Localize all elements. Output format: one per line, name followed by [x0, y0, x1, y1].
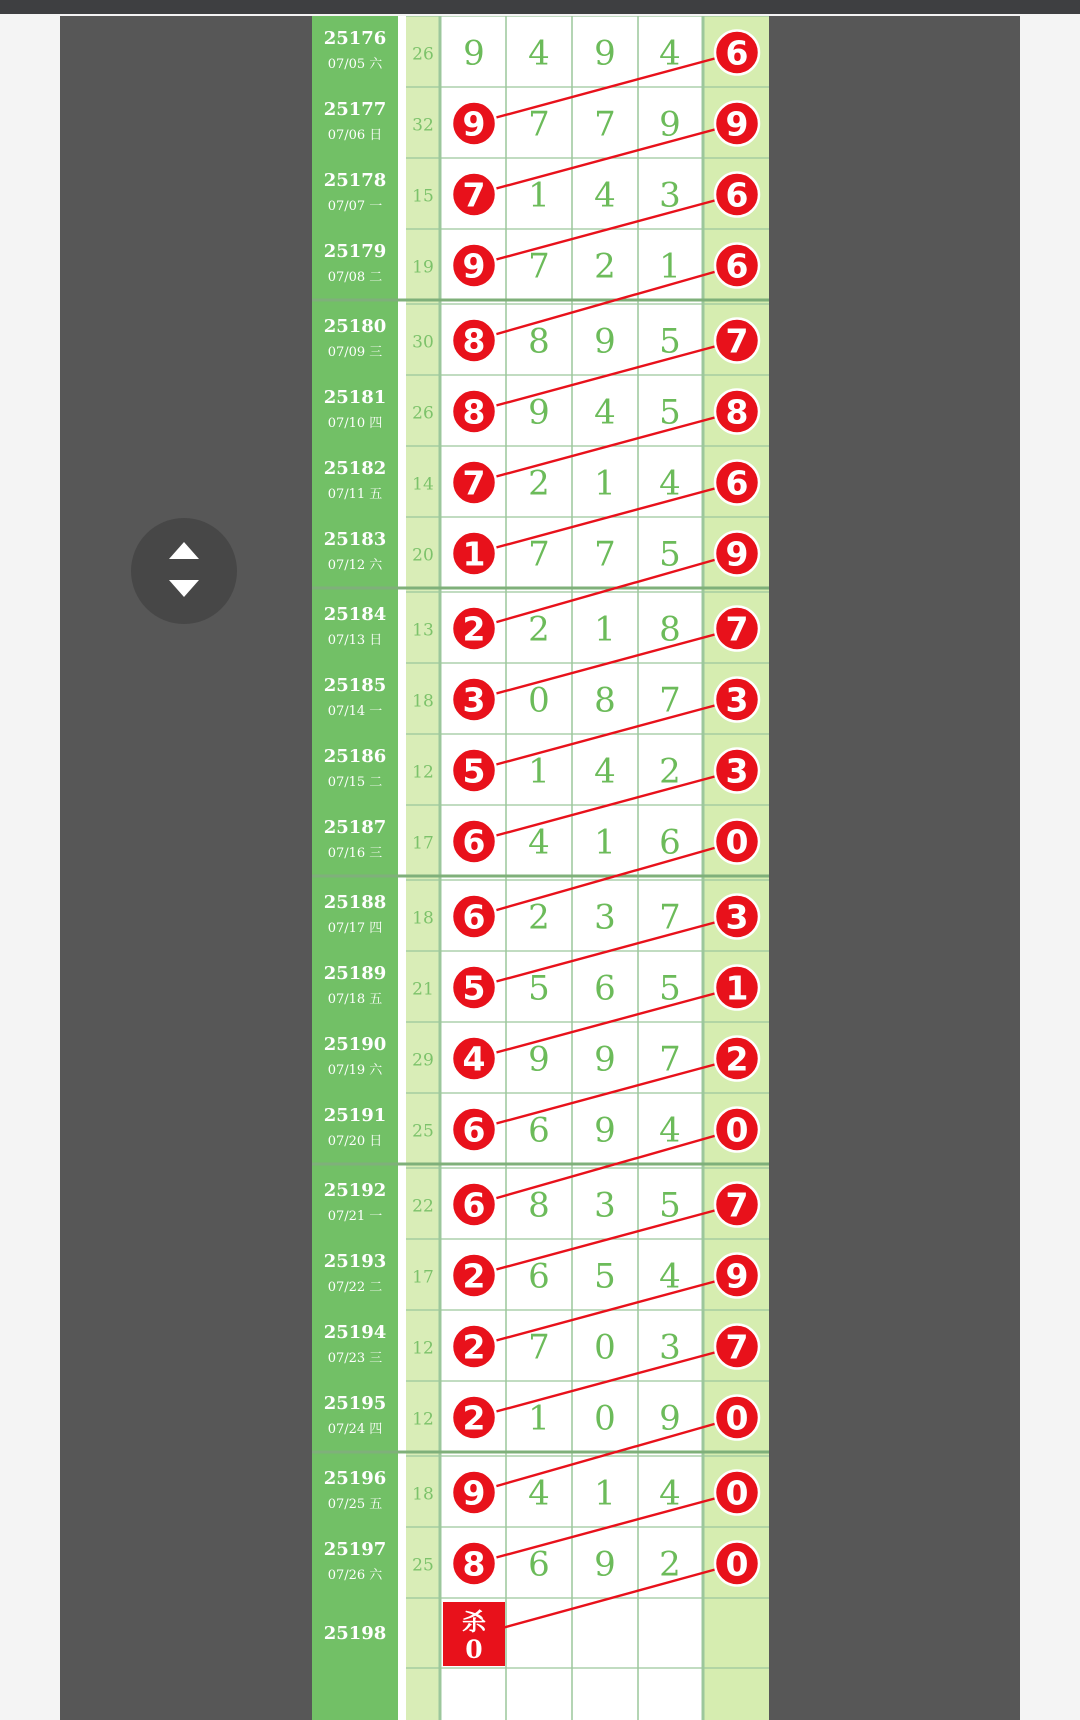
ball-number: 7	[462, 175, 486, 215]
sum-value: 30	[412, 332, 434, 353]
digit-cell: 9	[594, 321, 616, 362]
digit-cell: 7	[594, 104, 616, 145]
digit-cell: 7	[659, 897, 681, 938]
ball-number: 6	[725, 463, 749, 503]
sum-value: 14	[412, 474, 434, 495]
ball-number: 5	[462, 968, 486, 1008]
digit-cell: 5	[659, 392, 681, 433]
issue-date: 07/13 日	[327, 633, 383, 648]
ball-number: 6	[725, 33, 749, 73]
digit-cell: 0	[594, 1327, 616, 1368]
issue-number: 25182	[323, 458, 387, 479]
digit-cell: 8	[594, 680, 616, 721]
digit-cell: 1	[528, 1398, 550, 1439]
digit-cell: 0	[594, 1398, 616, 1439]
issue-number: 25179	[323, 241, 387, 262]
ball-number: 0	[725, 1544, 749, 1584]
ball-number: 9	[462, 246, 486, 286]
digit-cell: 4	[659, 33, 681, 74]
digit-cell: 6	[659, 822, 681, 863]
issue-number: 25177	[323, 99, 387, 120]
sum-value: 20	[412, 545, 434, 566]
issue-date: 07/12 六	[327, 558, 383, 573]
digit-cell: 4	[528, 33, 550, 74]
ball-number: 2	[462, 1327, 486, 1367]
digit-cell: 7	[528, 246, 550, 287]
issue-number: 25191	[323, 1105, 387, 1126]
issue-number: 25196	[323, 1468, 387, 1489]
digit-cell: 9	[659, 1398, 681, 1439]
issue-date: 07/15 二	[327, 775, 383, 790]
ball-number: 9	[725, 104, 749, 144]
digit-cell: 9	[594, 33, 616, 74]
kill-value: 0	[465, 1635, 483, 1664]
column-divider	[398, 16, 406, 1720]
digit-cell: 5	[659, 321, 681, 362]
ball-number: 1	[462, 534, 486, 574]
issue-date: 07/20 日	[327, 1134, 383, 1149]
issue-date: 07/23 三	[327, 1351, 383, 1366]
issue-number: 25188	[323, 892, 387, 913]
issue-number: 25178	[323, 170, 387, 191]
issue-date: 07/24 四	[327, 1422, 383, 1437]
digit-cell: 1	[528, 175, 550, 216]
digit-cell: 6	[594, 968, 616, 1009]
ball-number: 8	[462, 392, 486, 432]
ball-number: 7	[725, 1185, 749, 1225]
top-bar	[0, 0, 1080, 14]
digit-cell: 6	[528, 1110, 550, 1151]
ball-number: 7	[725, 1327, 749, 1367]
digit-cell: 4	[659, 463, 681, 504]
issue-date: 07/17 四	[327, 921, 383, 936]
digit-cell: 4	[594, 392, 616, 433]
issue-number: 25195	[323, 1393, 387, 1414]
digit-cell: 7	[528, 534, 550, 575]
issue-number: 25183	[323, 529, 387, 550]
issue-date: 07/11 五	[327, 487, 383, 502]
digit-cell: 4	[528, 1473, 550, 1514]
ball-number: 6	[725, 175, 749, 215]
issue-number: 25190	[323, 1034, 387, 1055]
scroll-handle[interactable]	[131, 518, 237, 624]
ball-number: 3	[725, 751, 749, 791]
ball-number: 4	[462, 1039, 486, 1079]
sum-value: 25	[412, 1121, 434, 1142]
issue-date: 07/08 二	[327, 270, 383, 285]
digit-cell: 8	[659, 609, 681, 650]
ball-number: 8	[462, 321, 486, 361]
digit-cell: 4	[659, 1473, 681, 1514]
digit-cell: 2	[659, 751, 681, 792]
issue-date: 07/10 四	[327, 416, 383, 431]
digit-cell: 9	[463, 33, 485, 74]
issue-date: 07/06 日	[327, 128, 383, 143]
issue-number: 25194	[323, 1322, 387, 1343]
ball-number: 0	[725, 1398, 749, 1438]
ball-number: 6	[462, 1110, 486, 1150]
ball-number: 0	[725, 1110, 749, 1150]
digit-cell: 3	[594, 897, 616, 938]
sum-value: 18	[412, 908, 434, 929]
issue-number: 25186	[323, 746, 387, 767]
digit-cell: 7	[528, 1327, 550, 1368]
issue-date: 07/16 三	[327, 846, 383, 861]
ball-number: 6	[462, 897, 486, 937]
digit-cell: 1	[528, 751, 550, 792]
digit-cell: 9	[594, 1110, 616, 1151]
ball-number: 2	[462, 609, 486, 649]
issue-date: 07/22 二	[327, 1280, 383, 1295]
digit-cell: 7	[659, 1039, 681, 1080]
ball-number: 9	[725, 1256, 749, 1296]
sum-value: 15	[412, 186, 434, 207]
digit-cell: 1	[594, 463, 616, 504]
sum-value: 12	[412, 1338, 434, 1359]
issue-number: 25192	[323, 1180, 387, 1201]
digit-cell: 4	[528, 822, 550, 863]
digit-cell: 5	[659, 1185, 681, 1226]
sum-value: 22	[412, 1196, 434, 1217]
digit-cell: 2	[594, 246, 616, 287]
issue-number: 25181	[323, 387, 387, 408]
sum-value: 18	[412, 1484, 434, 1505]
issue-date: 07/09 三	[327, 345, 383, 360]
issue-number: 25193	[323, 1251, 387, 1272]
digit-cell: 5	[659, 968, 681, 1009]
digit-cell: 9	[594, 1039, 616, 1080]
issue-date: 07/14 一	[327, 704, 383, 719]
ball-number: 3	[462, 680, 486, 720]
ball-number: 9	[462, 104, 486, 144]
issue-date: 07/05 六	[327, 57, 383, 72]
digit-cell: 5	[594, 1256, 616, 1297]
issue-number: 25184	[323, 604, 387, 625]
digit-cell: 9	[659, 104, 681, 145]
sum-value: 17	[412, 833, 434, 854]
issue-date: 07/18 五	[327, 992, 383, 1007]
ball-number: 8	[462, 1544, 486, 1584]
digit-cell: 3	[659, 175, 681, 216]
digit-cell: 4	[659, 1110, 681, 1151]
sum-value: 12	[412, 762, 434, 783]
ball-number: 6	[462, 1185, 486, 1225]
up-down-arrows-icon	[131, 518, 237, 624]
ball-number: 7	[725, 609, 749, 649]
sum-value: 12	[412, 1409, 434, 1430]
trend-chart-svg	[312, 16, 769, 1720]
digit-cell: 9	[528, 392, 550, 433]
digit-cell: 3	[659, 1327, 681, 1368]
digit-cell: 2	[528, 897, 550, 938]
ball-number: 9	[462, 1473, 486, 1513]
digit-cell: 4	[594, 751, 616, 792]
digit-cell: 1	[594, 609, 616, 650]
sum-value: 29	[412, 1050, 434, 1071]
ball-number: 3	[725, 680, 749, 720]
digit-cell: 3	[594, 1185, 616, 1226]
sum-value: 17	[412, 1267, 434, 1288]
ball-number: 8	[725, 392, 749, 432]
digit-cell: 6	[528, 1256, 550, 1297]
issue-number: 25185	[323, 675, 387, 696]
ball-number: 3	[725, 897, 749, 937]
digit-cell: 7	[594, 534, 616, 575]
sum-value: 21	[412, 979, 434, 1000]
digit-cell: 0	[528, 680, 550, 721]
ball-number: 7	[725, 321, 749, 361]
digit-cell: 7	[528, 104, 550, 145]
sum-value: 26	[412, 44, 434, 65]
ball-number: 0	[725, 1473, 749, 1513]
digit-cell: 4	[594, 175, 616, 216]
kill-label: 杀	[462, 1608, 486, 1636]
issue-number: 25176	[323, 28, 387, 49]
digit-cell: 9	[528, 1039, 550, 1080]
sum-value: 13	[412, 620, 434, 641]
ball-number: 2	[462, 1256, 486, 1296]
sum-value: 26	[412, 403, 434, 424]
digit-cell: 1	[594, 822, 616, 863]
sum-value: 25	[412, 1555, 434, 1576]
issue-date: 07/19 六	[327, 1063, 383, 1078]
sum-value: 19	[412, 257, 434, 278]
digit-cell: 6	[528, 1544, 550, 1585]
ball-number: 2	[725, 1039, 749, 1079]
issue-number: 25180	[323, 316, 387, 337]
digit-cell: 2	[659, 1544, 681, 1585]
ball-number: 1	[725, 968, 749, 1008]
digit-cell: 8	[528, 321, 550, 362]
ball-number: 5	[462, 751, 486, 791]
trend-chart	[312, 16, 769, 1720]
ball-number: 2	[462, 1398, 486, 1438]
issue-number: 25197	[323, 1539, 387, 1560]
issue-number: 25187	[323, 817, 387, 838]
digit-cell: 2	[528, 463, 550, 504]
ball-number: 0	[725, 822, 749, 862]
digit-cell: 2	[528, 609, 550, 650]
digit-cell: 7	[659, 680, 681, 721]
issue-number: 25189	[323, 963, 387, 984]
ball-number: 6	[462, 822, 486, 862]
issue-date: 07/07 一	[327, 199, 383, 214]
issue-date: 07/26 六	[327, 1568, 383, 1583]
issue-date: 07/21 一	[327, 1209, 383, 1224]
ball-number: 6	[725, 246, 749, 286]
sum-value: 18	[412, 691, 434, 712]
issue-number: 25198	[323, 1623, 387, 1644]
ball-number: 9	[725, 534, 749, 574]
sum-value: 32	[412, 115, 434, 136]
digit-cell: 8	[528, 1185, 550, 1226]
digit-cell: 1	[659, 246, 681, 287]
digit-cell: 1	[594, 1473, 616, 1514]
digit-cell: 5	[659, 534, 681, 575]
ball-number: 7	[462, 463, 486, 503]
digit-cell: 4	[659, 1256, 681, 1297]
issue-date: 07/25 五	[327, 1497, 383, 1512]
digit-cell: 9	[594, 1544, 616, 1585]
digit-cell: 5	[528, 968, 550, 1009]
